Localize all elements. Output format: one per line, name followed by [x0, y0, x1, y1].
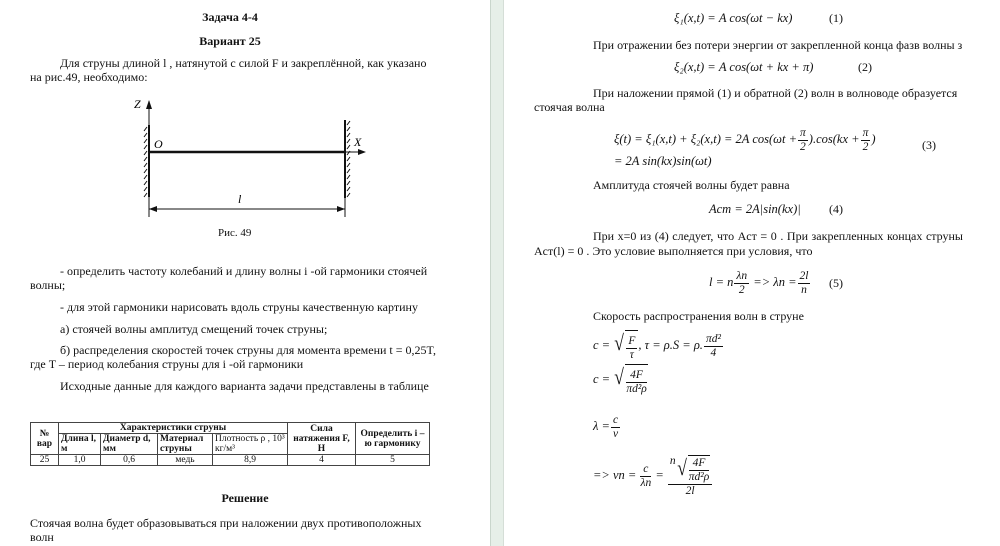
eq3-part: ).cos(kx + [808, 132, 860, 146]
formula-speed-2: c = √ $\frac{4F}{\text{πd²ρ}}$ [593, 364, 647, 395]
f1-num: F [628, 334, 636, 347]
equation-3-number: (3) [922, 138, 936, 152]
paragraph-speed: Скорость распространения волн в струне [593, 309, 804, 323]
paragraph-amplitude: Амплитуда стоячей волны будет равна [593, 178, 790, 192]
solution-text-2: волн [30, 530, 54, 544]
intro-text-2: на рис.49, необходимо: [30, 70, 148, 84]
paragraph-superposition-2: стоячая волна [534, 100, 605, 114]
equation-4-number: (4) [829, 202, 843, 216]
eq3-den: 2 [800, 140, 806, 153]
eq3-num: π [800, 126, 806, 139]
f4-num: c [640, 463, 651, 477]
formula-frequency: => νn = $\frac{c}{\lambda n}$ = n √ $\frac{4F}{\text{πd²ρ}}$ 2l [593, 445, 713, 505]
eq3-den: 2 [862, 140, 869, 153]
solution-heading: Решение [221, 491, 269, 505]
f2-den: πd²ρ [626, 382, 647, 395]
equation-4: Aст = 2A|sin(kx)| [709, 202, 801, 216]
data-note: Исходные данные для каждого варианта задачи представлены в таблице [60, 379, 429, 393]
eq3-num: π [862, 126, 869, 139]
equation-5 [709, 268, 811, 297]
f1-den: τ [629, 348, 634, 361]
page-gap [490, 0, 504, 546]
task-2: - для этой гармоники нарисовать вдоль струны качественную картину [60, 300, 418, 314]
col-length: Длина l, м [59, 434, 101, 455]
figure-caption: Рис. 49 [218, 227, 252, 239]
f4-den: λn [640, 476, 652, 489]
variant-table [30, 422, 430, 466]
f1-den: 4 [710, 346, 717, 359]
equation-5-number: (5) [829, 276, 843, 290]
table-row [31, 455, 430, 466]
cell: 5 [356, 455, 430, 466]
f4-inner-num: 4F [689, 457, 709, 471]
col-density: Плотность ρ , 10³ кг/м³ [213, 434, 288, 455]
z-axis-label: Z [134, 97, 141, 111]
x-axis-label: X [354, 135, 362, 149]
paragraph-superposition: При наложении прямой (1) и обратной (2) волн в волноводе образуется [593, 86, 958, 100]
eq5-num: 2l [799, 269, 809, 282]
f4-den: 2l [685, 484, 695, 497]
origin-label: O [154, 137, 163, 151]
f2-num: 4F [626, 369, 646, 383]
f3-part: λ = [593, 419, 610, 433]
eq5-part: => λn = [753, 275, 797, 289]
f2-part: c = [593, 372, 611, 386]
task-title: Задача 4-4 [202, 10, 258, 24]
cell: 0,6 [101, 455, 158, 466]
cell: 4 [288, 455, 356, 466]
task-1-cont: волны; [30, 278, 66, 292]
f3-den: ν [612, 427, 619, 440]
equation-1-number: (1) [829, 11, 843, 25]
string-figure [120, 95, 370, 225]
task-a: а) стоячей волны амплитуд смещений точек струны; [60, 322, 328, 336]
equation-1: ξ₁(x,t) = A cos(ωt − kx) [674, 11, 793, 25]
col-diameter: Диаметр d, мм [101, 434, 158, 455]
eq3-part: ξ(t) = ξ₁(x,t) + ξ₂(x,t) = 2A cos(ωt + [614, 132, 798, 146]
eq5-part: l = n [709, 275, 734, 289]
col-harmonic: Определить i – ю гармонику [356, 423, 430, 455]
f4-n: n [669, 454, 676, 467]
f1-part: , τ = ρ.S = ρ. [638, 338, 703, 352]
cell: 1,0 [59, 455, 101, 466]
formula-speed: c = √ $\frac{F}{\tau}$ , τ = ρ.S = ρ. $\frac{\text{πd²}}{4}$ [593, 330, 721, 361]
paragraph-boundary-2: Aст(l) = 0 . Это условие выполняется при условия, что [534, 244, 813, 258]
col-force: Сила натяжения F, H [288, 423, 356, 455]
length-label: l [238, 192, 242, 206]
paragraph-reflection: При отражении без потери энергии от закрепленной конца фазв волны з [593, 38, 963, 52]
eq5-num: λn [736, 269, 748, 282]
cell: медь [158, 455, 213, 466]
col-num: № вар [31, 423, 59, 455]
task-b: б) распределения скоростей точек струны для момента времени t = 0,25T, [60, 343, 436, 357]
col-material: Материал струны [158, 434, 213, 455]
f3-num: c [612, 413, 619, 426]
solution-text: Стоячая волна будет образовываться при наложении двух противоположных [30, 516, 422, 530]
task-1: - определить частоту колебаний и длину волны i -ой гармоники стоячей [60, 264, 428, 278]
equation-2: ξ₂(x,t) = A cos(ωt + kx + π) [674, 60, 814, 74]
col-group: Характеристики струны [59, 423, 288, 434]
equation-3-line-2: = 2A sin(kx)sin(ωt) [614, 154, 712, 168]
equation-3 [614, 125, 876, 154]
formula-wavelength [593, 412, 621, 441]
eq5-den: n [801, 283, 807, 296]
variant-title: Вариант 25 [199, 34, 261, 48]
intro-text: Для струны длиной l , натянутой с силой F и закреплённой, как указано [60, 56, 427, 70]
left-page [0, 0, 490, 546]
f1-part: c = [593, 338, 611, 352]
task-b-cont: где T – период колебания струны для i -ой гармоники [30, 357, 304, 371]
right-page [504, 0, 1000, 546]
f4-inner-den: πd²ρ [688, 470, 710, 483]
paragraph-boundary: При x=0 из (4) следует, что Aст = 0 . При закрепленных концах струны [593, 229, 963, 243]
cell: 8,9 [213, 455, 288, 466]
f4-part: => νn = [593, 468, 637, 482]
cell: 25 [31, 455, 59, 466]
f4-part: = [655, 468, 664, 482]
equation-2-number: (2) [858, 60, 872, 74]
f1-num: πd² [705, 332, 721, 345]
eq5-den: 2 [738, 283, 745, 296]
eq3-part: ) [871, 132, 876, 146]
